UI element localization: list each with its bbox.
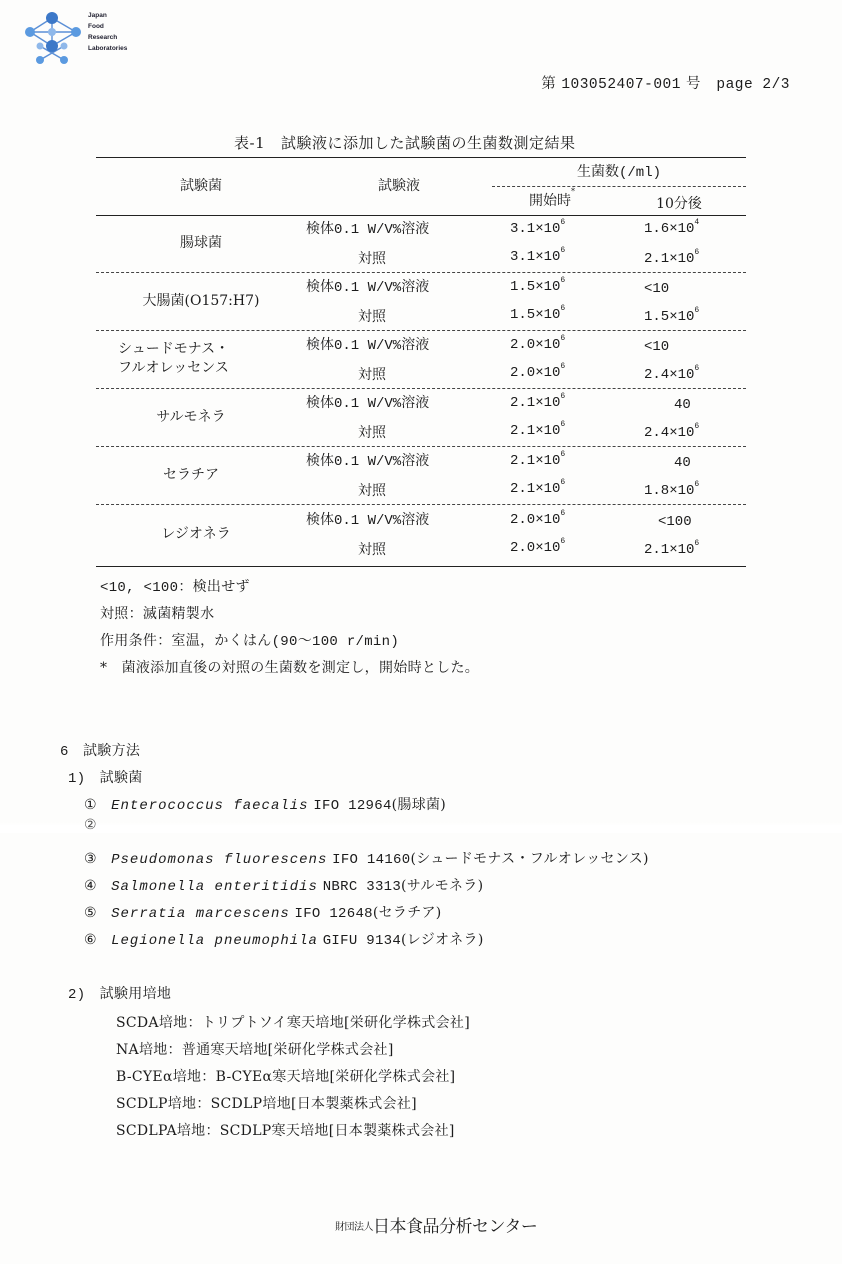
after-count: $2.1\times 10^6$: [644, 539, 700, 558]
solution-label: 検体0.1 W/V%溶液: [306, 337, 430, 354]
control-label: 対照: [358, 542, 386, 558]
organism-name: サルモネラ: [156, 409, 226, 425]
after-count: $1.5\times 10^6$: [644, 306, 700, 325]
start-count: $2.0\times 10^6$: [510, 334, 566, 353]
strain-item: ① Enterococcus faecalis IFO 12964(腸球菌): [84, 797, 447, 814]
subsection-heading: 2) 試験用培地: [68, 986, 172, 1003]
medium-item: SCDA培地：トリプトソイ寒天培地[栄研化学株式会社]: [116, 1015, 470, 1031]
control-label: 対照: [358, 483, 386, 499]
organism-name: セラチア: [163, 467, 219, 483]
solution-label: 検体0.1 W/V%溶液: [306, 453, 430, 470]
medium-item: NA培地：普通寒天培地[栄研化学株式会社]: [116, 1042, 394, 1058]
footer-organization: 財団法人日本食品分析センター: [335, 1217, 538, 1237]
start-count: $3.1\times 10^6$: [510, 218, 566, 237]
solution-label: 検体0.1 W/V%溶液: [306, 512, 430, 529]
start-count: $2.0\times 10^6$: [510, 509, 566, 528]
organism-name: レジオネラ: [161, 526, 231, 542]
after-count: $2.4\times 10^6$: [644, 364, 700, 383]
strain-item: ④ Salmonella enteritidis NBRC 3313(サルモネラ): [84, 878, 484, 895]
start-count: $1.5\times 10^6$: [510, 276, 566, 295]
start-count: $3.1\times 10^6$: [510, 246, 566, 265]
control-label: 対照: [358, 367, 386, 383]
subsection-heading: 1) 試験菌: [68, 770, 143, 787]
strain-item: ③ Pseudomonas fluorescens IFO 14160(シュードモナス・フルオレッセンス): [84, 851, 649, 868]
after-count: $2.1\times 10^6$: [644, 248, 700, 267]
header-solution: 試験液: [378, 178, 420, 194]
start-count: $2.0\times 10^6$: [510, 537, 566, 556]
organism-name: 大腸菌(O157:H7): [142, 293, 260, 309]
after-count: 40: [674, 397, 691, 413]
note-control: 対照：滅菌精製水: [100, 606, 215, 622]
after-count: 40: [674, 455, 691, 471]
after-count: $2.4\times 10^6$: [644, 422, 700, 441]
start-count: $2.1\times 10^6$: [510, 420, 566, 439]
after-count: <10: [644, 339, 670, 355]
after-count: <100: [658, 514, 692, 530]
after-count: $1.6\times 10^4$: [644, 218, 700, 237]
medium-item: B-CYEα培地：B-CYEα寒天培地[栄研化学株式会社]: [116, 1069, 456, 1085]
medium-item: SCDLP培地：SCDLP培地[日本製薬株式会社]: [116, 1096, 417, 1112]
header-viable-count: 生菌数(/ml): [576, 164, 661, 181]
document-number: 第 103052407-001 号 page 2/3: [541, 76, 790, 93]
start-count: $2.1\times 10^6$: [510, 450, 566, 469]
after-count: <10: [644, 281, 670, 297]
scan-artifact: ②: [0, 815, 842, 833]
organism-name: シュードモナス・ フルオレッセンス: [118, 341, 230, 376]
logo-wordmark: Japan Food Research Laboratories: [88, 12, 128, 52]
start-count: $1.5\times 10^6$: [510, 304, 566, 323]
header-10min: 10分後: [656, 196, 702, 212]
strain-item: ⑤ Serratia marcescens IFO 12648(セラチア): [84, 905, 442, 922]
control-label: 対照: [358, 251, 386, 267]
section-heading: 6 試験方法: [60, 743, 141, 760]
solution-label: 検体0.1 W/V%溶液: [306, 221, 430, 238]
start-count: $2.1\times 10^6$: [510, 478, 566, 497]
header-organism: 試験菌: [180, 178, 222, 194]
after-count: $1.8\times 10^6$: [644, 480, 700, 499]
control-label: 対照: [358, 309, 386, 325]
start-count: $2.1\times 10^6$: [510, 392, 566, 411]
start-count: $2.0\times 10^6$: [510, 362, 566, 381]
note-conditions: 作用条件：室温，かくはん(90～100 r/min): [100, 633, 400, 650]
control-label: 対照: [358, 425, 386, 441]
note-start-definition: * 菌液添加直後の対照の生菌数を測定し，開始時とした。: [100, 660, 480, 676]
note-not-detected: <10, <100：検出せず: [100, 579, 250, 596]
table-title: 表-1 試験液に添加した試験菌の生菌数測定結果: [234, 134, 576, 152]
medium-item: SCDLPA培地：SCDLP寒天培地[日本製薬株式会社]: [116, 1123, 455, 1139]
results-table: [96, 157, 746, 569]
strain-item: ⑥ Legionella pneumophila GIFU 9134(レジオネラ): [84, 932, 484, 949]
header-start: 開始時*: [529, 187, 575, 209]
solution-label: 検体0.1 W/V%溶液: [306, 395, 430, 412]
organism-name: 腸球菌: [180, 235, 222, 251]
solution-label: 検体0.1 W/V%溶液: [306, 279, 430, 296]
